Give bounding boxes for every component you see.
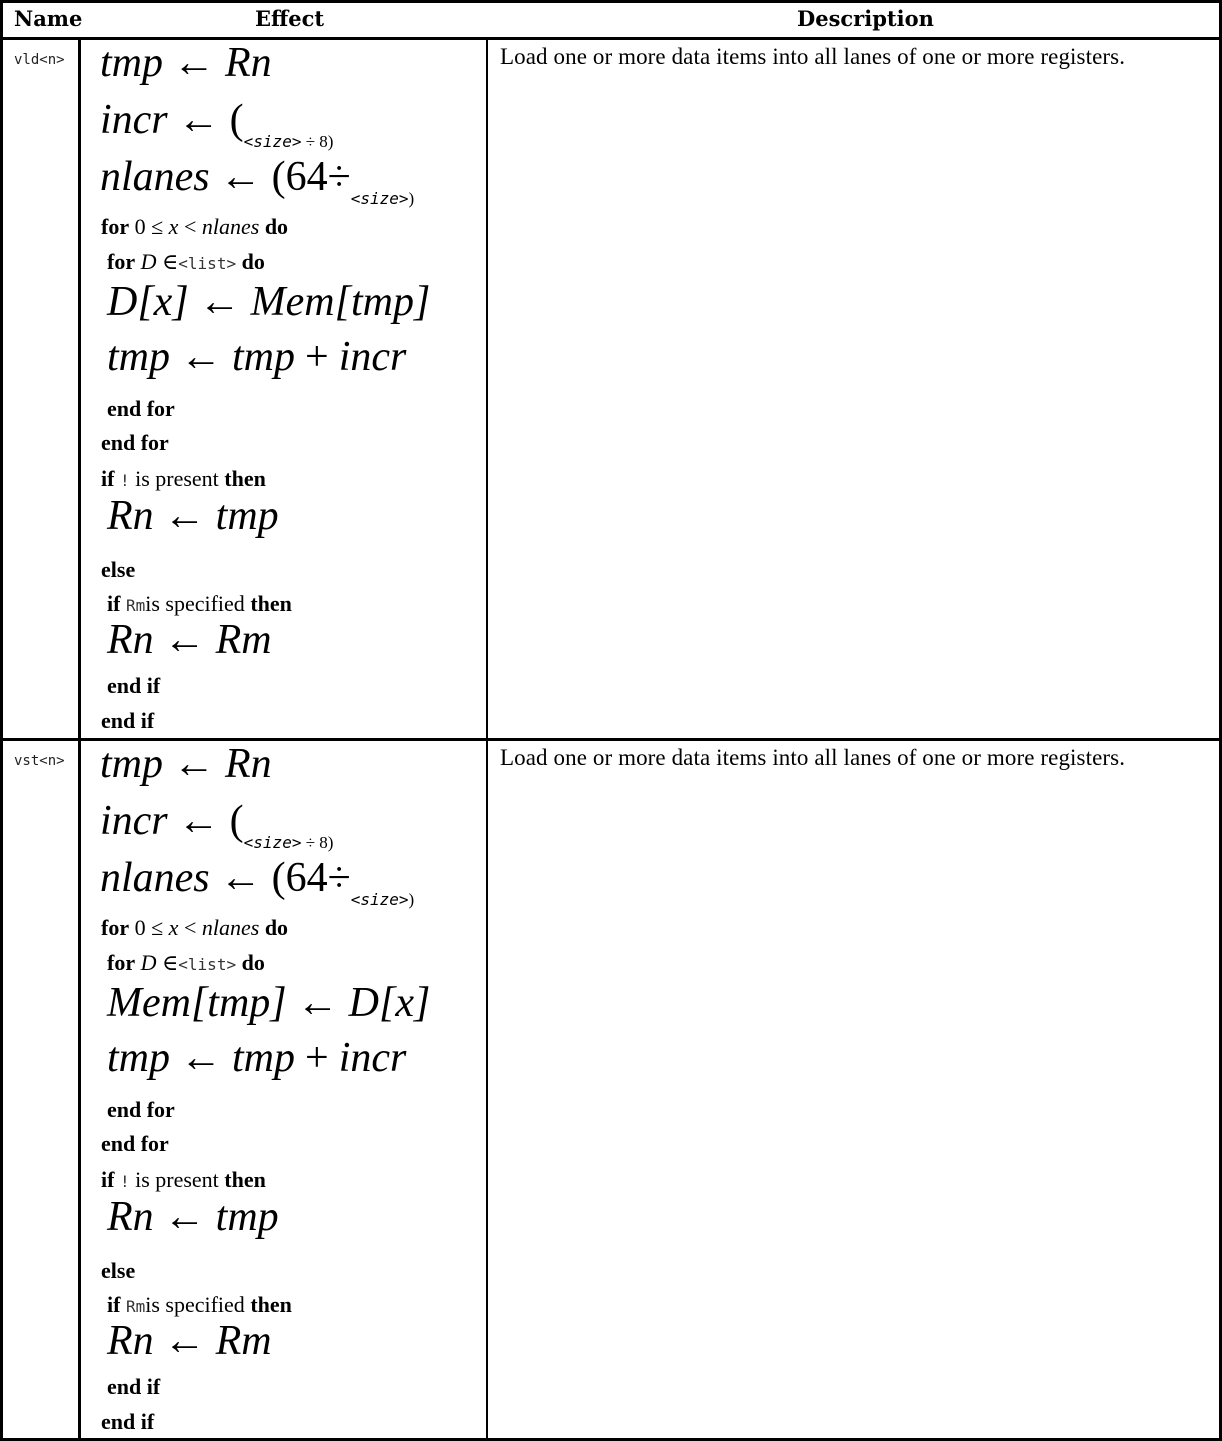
effect-line-writeback — [107, 491, 279, 541]
paren-close: ) — [408, 189, 415, 208]
lt-sign: < — [183, 214, 197, 239]
arrow: ← — [163, 1318, 206, 1364]
kw-for: for — [107, 950, 136, 975]
effect-end-for-outer: end for — [101, 430, 169, 455]
cond-text: is present — [135, 1167, 219, 1192]
var-x: x — [168, 915, 179, 940]
var-rm: Rm — [215, 1318, 272, 1364]
kw-for: for — [101, 214, 130, 239]
effect-for-outer — [101, 913, 288, 943]
arrow: ← — [180, 334, 222, 380]
effect-end-for-inner: end for — [107, 1097, 175, 1122]
arrow: ← — [163, 1194, 206, 1240]
assign-rhs: D[x] — [348, 980, 431, 1026]
var-rm: Rm — [215, 617, 272, 663]
size-expr — [244, 833, 334, 852]
var-tmp: tmp — [100, 741, 163, 787]
size-expr — [244, 132, 334, 151]
div-eight: ÷ 8) — [305, 132, 334, 151]
var-rn: Rn — [225, 40, 272, 86]
arrow: ← — [219, 154, 262, 200]
effect-line-tmp-incr — [107, 332, 406, 382]
paren-open: ( — [229, 798, 244, 844]
size-param: <size> — [243, 132, 302, 151]
size-param: <size> — [243, 833, 302, 852]
effect-line-incr — [100, 796, 333, 854]
var-tmp: tmp — [215, 493, 279, 539]
var-incr: incr — [338, 1035, 407, 1081]
kw-do: do — [264, 915, 289, 940]
arrow: ← — [173, 741, 215, 787]
assign-lhs: D[x] — [107, 279, 189, 325]
arrow: ← — [163, 493, 206, 539]
var-rn: Rn — [107, 1194, 154, 1240]
cond-zero-le: 0 ≤ — [134, 915, 164, 940]
assign-lhs: Mem[tmp] — [107, 980, 287, 1026]
var-d: D — [140, 249, 157, 274]
effect-line-tmp — [100, 38, 272, 88]
kw-then: then — [250, 1292, 292, 1317]
instruction-description: Load one or more data items into all lanes of one or more registers. — [500, 745, 1126, 770]
var-tmp: tmp — [215, 1194, 279, 1240]
border-top — [0, 0, 1222, 3]
var-rn: Rn — [107, 1318, 154, 1364]
var-nlanes: nlanes — [100, 154, 210, 200]
kw-if: if — [101, 1167, 115, 1192]
var-nlanes: nlanes — [201, 214, 260, 239]
effect-line-writeback — [107, 1192, 279, 1242]
rm-param: Rm — [125, 1297, 146, 1316]
element-of: ∈ — [161, 950, 179, 975]
var-tmp: tmp — [232, 334, 295, 380]
var-incr: incr — [100, 97, 168, 143]
effect-else: else — [101, 1258, 136, 1283]
effect-line-assign — [107, 978, 430, 1028]
arrow: ← — [177, 97, 220, 143]
var-tmp: tmp — [107, 1035, 170, 1081]
plus-sign: + — [305, 334, 329, 380]
kw-do: do — [241, 950, 265, 975]
effect-end-for-inner: end for — [107, 396, 175, 421]
var-tmp: tmp — [232, 1035, 295, 1081]
arrow: ← — [163, 617, 206, 663]
arrow: ← — [198, 279, 241, 325]
effect-for-outer — [101, 212, 288, 242]
effect-line-rm — [107, 1316, 272, 1366]
kw-if: if — [101, 466, 115, 491]
kw-for: for — [101, 915, 130, 940]
lt-sign: < — [183, 915, 197, 940]
arrow: ← — [180, 1035, 222, 1081]
kw-if: if — [107, 591, 121, 616]
size-expr — [351, 189, 414, 208]
div-eight: ÷ 8) — [305, 833, 334, 852]
table-row — [0, 40, 1222, 738]
kw-then: then — [250, 591, 292, 616]
effect-end-if-outer: end if — [101, 708, 155, 733]
header-description: Description — [797, 6, 934, 31]
list-param: <list> — [178, 955, 237, 974]
cond-text: is present — [135, 466, 219, 491]
effect-line-assign — [107, 277, 430, 327]
bang-suffix: ! — [119, 1172, 130, 1191]
kw-for: for — [107, 249, 136, 274]
plus-sign: + — [305, 1035, 329, 1081]
var-rn: Rn — [107, 493, 154, 539]
var-tmp: tmp — [100, 40, 163, 86]
effect-end-if-inner: end if — [107, 1374, 161, 1399]
var-incr: incr — [100, 798, 168, 844]
effect-end-if-outer: end if — [101, 1409, 155, 1434]
effect-line-tmp-incr — [107, 1033, 406, 1083]
table-row — [0, 741, 1222, 1438]
kw-then: then — [224, 466, 266, 491]
sixty-four-div: (64÷ — [271, 154, 351, 200]
effect-end-for-outer: end for — [101, 1131, 169, 1156]
effect-line-incr — [100, 95, 333, 153]
effect-for-inner — [107, 247, 265, 279]
kw-do: do — [264, 214, 289, 239]
header-effect: Effect — [255, 6, 325, 31]
var-incr: incr — [338, 334, 407, 380]
var-nlanes: nlanes — [201, 915, 260, 940]
size-expr — [351, 890, 414, 909]
instruction-name: vst<n> — [14, 753, 65, 769]
arrow: ← — [219, 855, 262, 901]
arrow: ← — [173, 40, 215, 86]
arrow: ← — [296, 980, 339, 1026]
effect-line-nlanes — [100, 152, 414, 210]
var-d: D — [140, 950, 157, 975]
effect-else: else — [101, 557, 136, 582]
cond-text: is specified — [145, 591, 245, 616]
var-nlanes: nlanes — [100, 855, 210, 901]
kw-if: if — [107, 1292, 121, 1317]
kw-then: then — [224, 1167, 266, 1192]
kw-do: do — [241, 249, 265, 274]
effect-line-rm — [107, 615, 272, 665]
cond-text: is specified — [145, 1292, 245, 1317]
var-rn: Rn — [225, 741, 272, 787]
rm-param: Rm — [125, 596, 146, 615]
effect-line-tmp — [100, 739, 272, 789]
instruction-description: Load one or more data items into all lanes of one or more registers. — [500, 44, 1126, 69]
cond-zero-le: 0 ≤ — [134, 214, 164, 239]
paren-close: ) — [408, 890, 415, 909]
element-of: ∈ — [161, 249, 179, 274]
assign-rhs: Mem[tmp] — [250, 279, 431, 325]
sixty-four-div: (64÷ — [271, 855, 351, 901]
bang-suffix: ! — [119, 471, 130, 490]
var-tmp: tmp — [107, 334, 170, 380]
var-rn: Rn — [107, 617, 154, 663]
arrow: ← — [177, 798, 220, 844]
size-param: <size> — [350, 890, 409, 909]
instruction-name: vld<n> — [14, 52, 65, 68]
paren-open: ( — [229, 97, 244, 143]
effect-for-inner — [107, 948, 265, 980]
effect-line-nlanes — [100, 853, 414, 911]
list-param: <list> — [178, 254, 237, 273]
var-x: x — [168, 214, 179, 239]
size-param: <size> — [350, 189, 409, 208]
header-name: Name — [14, 6, 83, 31]
effect-end-if-inner: end if — [107, 673, 161, 698]
